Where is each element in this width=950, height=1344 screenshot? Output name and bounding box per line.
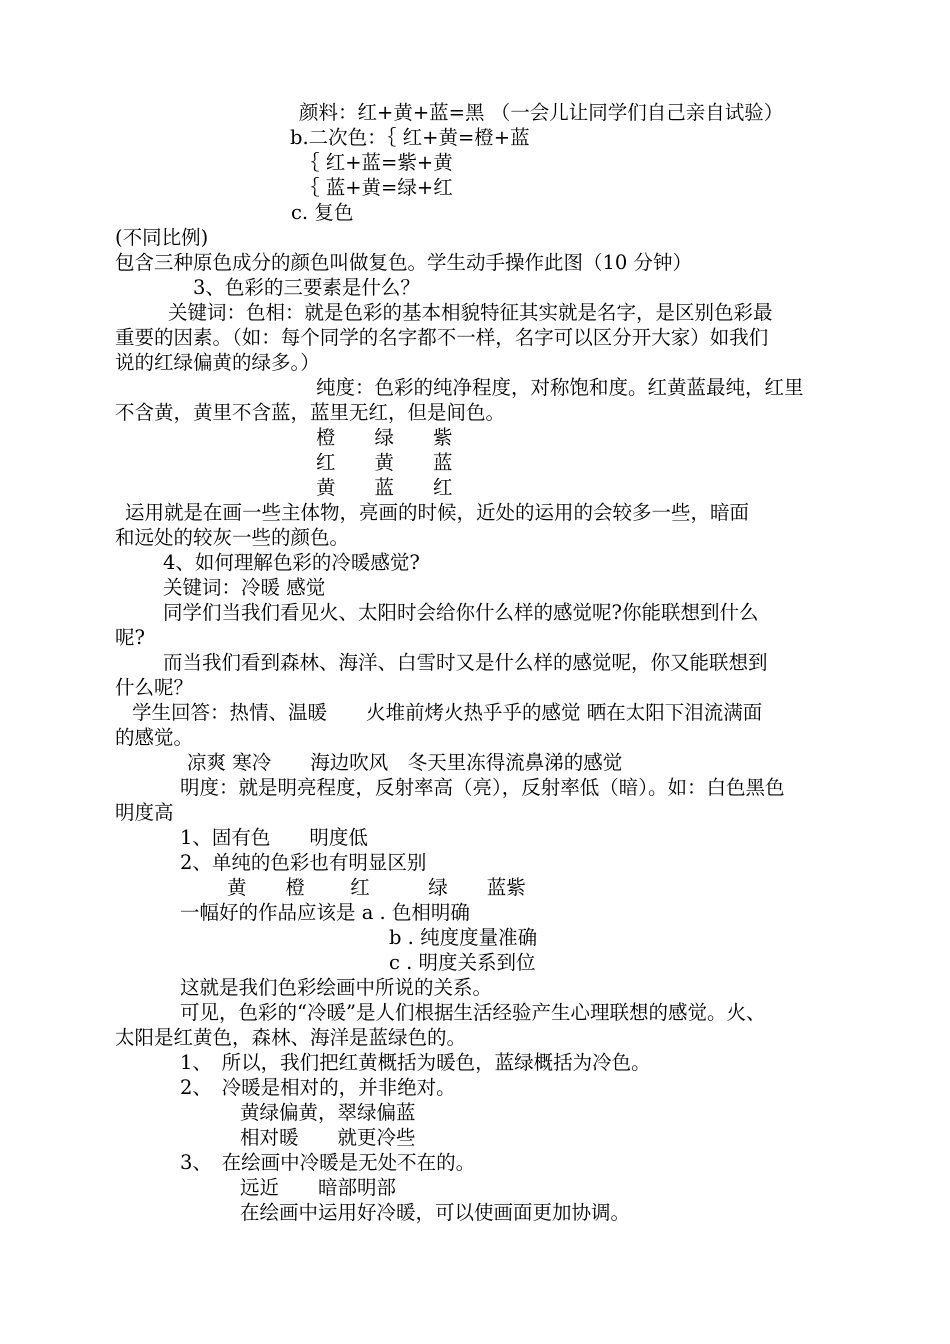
text-line: b . 纯度度量准确 [389, 926, 538, 949]
text-line: 4、如何理解色彩的冷暖感觉? [163, 551, 420, 574]
text-line: 3、色彩的三要素是什么？ [193, 276, 420, 299]
text-line: 纯度：色彩的纯净程度，对称饱和度。红黄蓝最纯，红里 [316, 376, 804, 399]
text-line: 黄 橙 红 绿 蓝紫 [227, 876, 526, 899]
text-line: 说的红绿偏黄的绿多。） [115, 351, 320, 374]
text-line: 什么呢？ [115, 676, 194, 699]
text-line: 橙 绿 紫 [316, 426, 453, 449]
text-line: 学生回答：热情、温暖 火堆前烤火热乎乎的感觉 晒在太阳下泪流满面 [132, 701, 763, 724]
text-line: 包含三种原色成分的颜色叫做复色。学生动手操作此图（10 分钟） [115, 251, 693, 274]
text-line: 的感觉。 [115, 726, 194, 749]
text-line: 呢? [115, 626, 145, 649]
text-line: 颜料：红+黄+蓝=黑 （一会儿让同学们自己亲自试验） [299, 101, 784, 124]
text-line: 1、固有色 明度低 [180, 826, 368, 849]
text-line: b.二次色：｛ 红+黄=橙+蓝 [290, 126, 530, 149]
text-line: c . 明度关系到位 [389, 951, 536, 974]
text-line: c. 复色 [291, 201, 354, 224]
text-line: 而当我们看到森林、海洋、白雪时又是什么样的感觉呢，你又能联想到 [163, 651, 768, 674]
text-line: (不同比例) [115, 226, 209, 249]
text-line: ｛ 蓝+黄=绿+红 [300, 176, 453, 199]
text-line: 运用就是在画一些主体物，亮画的时候，近处的运用的会较多一些，暗面 [125, 501, 750, 524]
text-line: 在绘画中运用好冷暖，可以使画面更加协调。 [240, 1201, 631, 1224]
text-line: 1、 所以，我们把红黄概括为暖色，蓝绿概括为冷色。 [180, 1051, 651, 1074]
text-line: 和远处的较灰一些的颜色。 [115, 526, 350, 549]
text-line: 明度高 [115, 801, 174, 824]
text-line: 明度：就是明亮程度，反射率高（亮），反射率低（暗）。如：白色黑色 [180, 776, 785, 799]
text-line: 红 黄 蓝 [316, 451, 453, 474]
text-line: 同学们当我们看见火、太阳时会给你什么样的感觉呢?你能联想到什么 [163, 601, 759, 624]
text-line: 一幅好的作品应该是 a . 色相明确 [180, 901, 470, 924]
text-line: 可见，色彩的“冷暖”是人们根据生活经验产生心理联想的感觉。火、 [180, 1001, 766, 1024]
text-line: 2、单纯的色彩也有明显区别 [180, 851, 427, 874]
text-line: 相对暖 就更冷些 [240, 1126, 416, 1149]
text-line: 凉爽 寒冷 海边吹风 冬天里冻得流鼻涕的感觉 [187, 751, 623, 774]
text-line: 太阳是红黄色，森林、海洋是蓝绿色的。 [115, 1026, 467, 1049]
text-line: 这就是我们色彩绘画中所说的关系。 [180, 976, 493, 999]
text-line: ｛ 红+蓝=紫+黄 [300, 151, 453, 174]
text-line: 3、 在绘画中冷暖是无处不在的。 [180, 1151, 476, 1174]
text-line: 关键词：冷暖 感觉 [163, 576, 326, 599]
text-line: 2、 冷暖是相对的，并非绝对。 [180, 1076, 456, 1099]
text-line: 黄绿偏黄，翠绿偏蓝 [240, 1101, 416, 1124]
text-line: 不含黄，黄里不含蓝，蓝里无红，但是间色。 [115, 401, 506, 424]
text-line: 黄 蓝 红 [316, 476, 453, 499]
text-line: 远近 暗部明部 [240, 1176, 397, 1199]
text-line: 关键词：色相：就是色彩的基本相貌特征其实就是名字，是区别色彩最 [168, 301, 773, 324]
text-line: 重要的因素。（如：每个同学的名字都不一样，名字可以区分开大家）如我们 [115, 326, 769, 349]
